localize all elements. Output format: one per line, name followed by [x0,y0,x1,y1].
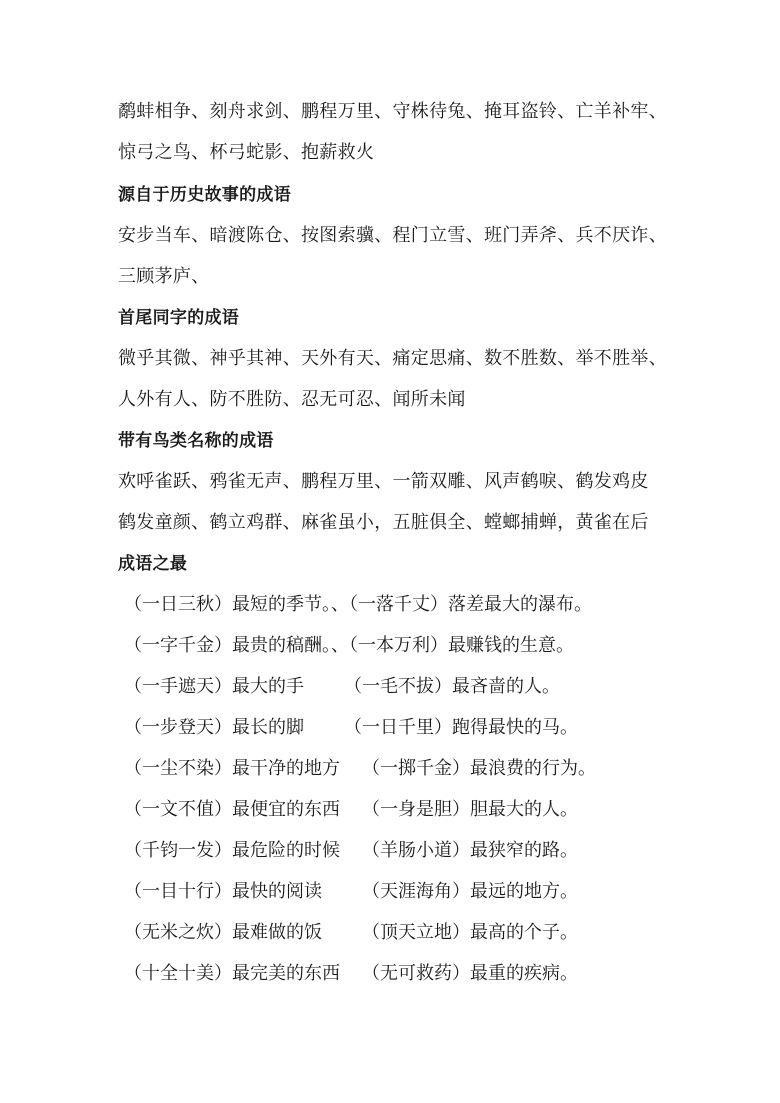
superlative-left: （一文不值）最便宜的东西 [124,799,340,820]
superlative-right: （一身是胆）胆最大的人。 [362,799,578,820]
section-heading-superlatives: 成语之最 [118,554,188,574]
superlative-left: （十全十美）最完美的东西 [124,963,340,984]
idiom-list-line: 微乎其微、神乎其神、天外有天、痛定思痛、数不胜数、举不胜举、 [118,348,667,369]
superlative-left: （一尘不染）最干净的地方 [124,758,340,779]
idiom-list-line: 鹤发童颜、鹤立鸡群、麻雀虽小，五脏俱全、螳螂捕蝉，黄雀在后 [118,512,649,533]
superlative-right: （羊肠小道）最狭窄的路。 [362,840,578,861]
idiom-list-line: 安步当车、暗渡陈仓、按图索骥、程门立雪、班门弄斧、兵不厌诈、 [118,225,667,246]
idiom-list-line: 欢呼雀跃、鸦雀无声、鹏程万里、一箭双雕、风声鹤唳、鹤发鸡皮 [118,471,649,492]
superlative-left: （一步登天）最长的脚 [124,717,304,738]
superlative-right: （天涯海角）最远的地方。 [362,881,578,902]
superlative-right: （无可救药）最重的疾病。 [362,963,578,984]
idiom-list-line: 鹬蚌相争、刻舟求剑、鹏程万里、守株待兔、掩耳盗铃、亡羊补牢、 [118,101,667,122]
section-heading-history: 源自于历史故事的成语 [118,185,291,205]
superlative-left: （一手遮天）最大的手 [124,676,304,697]
superlative-row [118,880,678,904]
section-heading-same-char: 首尾同字的成语 [118,308,240,328]
superlative-right: （一本万利）最赚钱的生意。 [340,635,574,656]
superlative-right: （一日千里）跑得最快的马。 [344,717,578,738]
section-heading-birds: 带有鸟类名称的成语 [118,431,274,451]
superlative-row [118,839,678,863]
superlative-left: （千钧一发）最危险的时候 [124,840,340,861]
idiom-list-line: 惊弓之鸟、杯弓蛇影、抱薪救火 [118,142,375,163]
superlative-row [118,962,678,986]
idiom-list-line: 人外有人、防不胜防、忍无可忍、闻所未闻 [118,389,466,410]
superlative-right: （一掷千金）最浪费的行为。 [362,758,596,779]
superlative-row [118,798,678,822]
superlative-left: （无米之炊）最难做的饭 [124,922,322,943]
superlative-right: （顶天立地）最高的个子。 [362,922,578,943]
superlative-left: （一目十行）最快的阅读 [124,881,322,902]
superlative-row [118,757,678,781]
superlative-right: （一毛不拔）最吝啬的人。 [344,676,560,697]
superlative-row [118,921,678,945]
superlative-right: （一落千丈）落差最大的瀑布。 [340,594,592,615]
superlative-left: （一日三秋）最短的季节。、 [124,594,349,615]
superlative-row [118,716,678,740]
superlative-row [118,634,678,658]
idiom-list-line: 三顾茅庐、 [118,266,210,287]
superlative-row [118,675,678,699]
superlative-row [118,593,678,617]
superlative-left: （一字千金）最贵的稿酬。、 [124,635,349,656]
